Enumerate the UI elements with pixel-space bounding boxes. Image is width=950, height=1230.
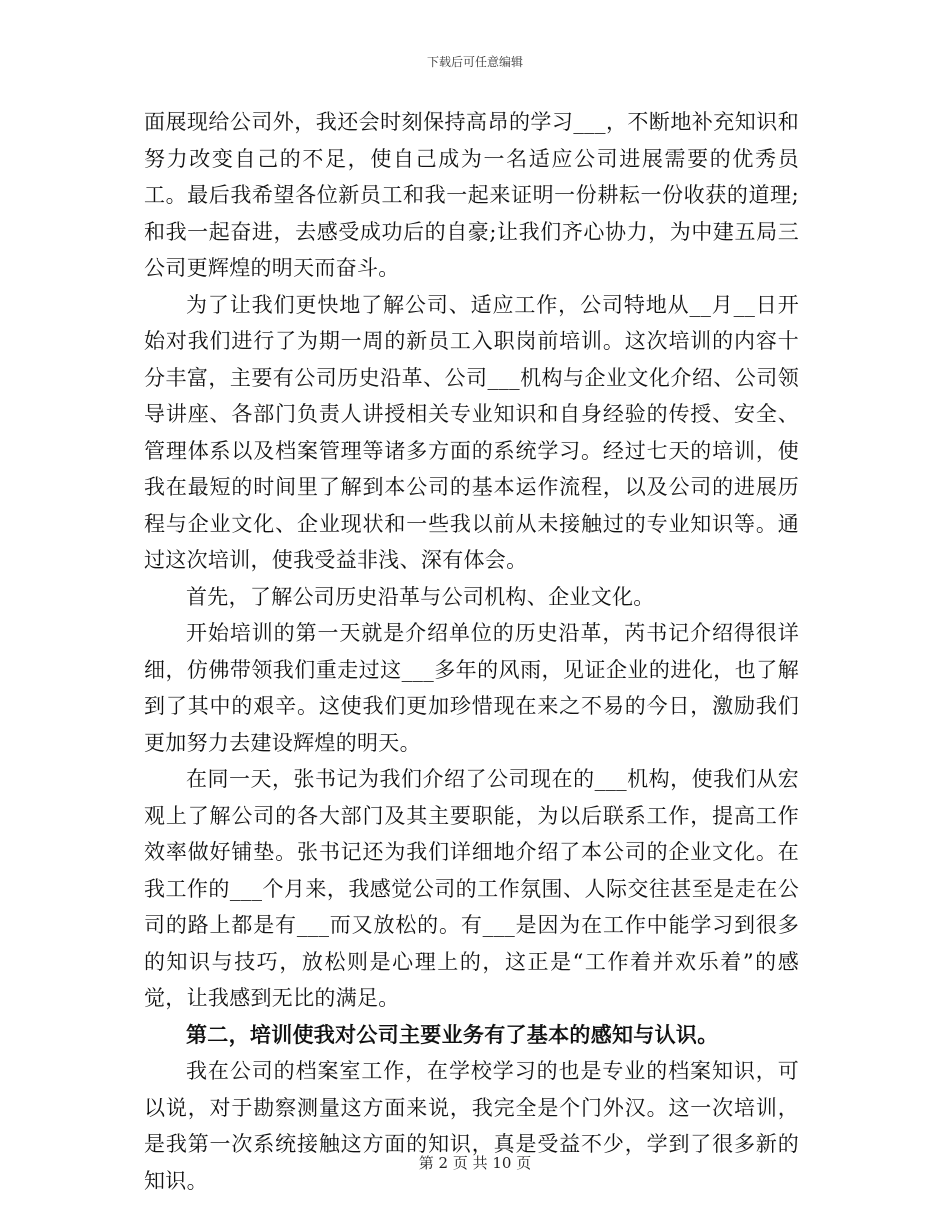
- paragraph-training-intro: 为了让我们更快地了解公司、适应工作，公司特地从__月__日开始对我们进行了为期一周的新员工入职岗前培训。这次培训的内容十分丰富，主要有公司历史沿革、公司___机构与企业文化介绍、公司领导讲座、各部门负责人讲授相关专业知识和自身经验的传授、安全、管理体系以及档案管理等诸多方面的系统学习。经过七天的培训，使我在最短的时间里了解到本公司的基本运作流程，以及公司的进展历程与企业文化、企业现状和一些我以前从未接触过的专业知识等。通过这次培训，使我受益非浅、深有体会。: [144, 292, 799, 572]
- section-heading-second: 第二，培训使我对公司主要业务有了基本的感知与认识。: [186, 1021, 719, 1047]
- page-footer: 第 2 页 共 10 页: [418, 1154, 532, 1172]
- page-header: 下载后可任意编辑: [426, 55, 523, 69]
- paragraph-first-point: 首先，了解公司历史沿革与公司机构、企业文化。: [186, 584, 655, 609]
- paragraph-archive-work: 我在公司的档案室工作，在学校学习的也是专业的档案知识，可以说，对于勘察测量这方面来说，我完全是个门外汉。这一次培训，是我第一次系统接触这方面的知识，真是受益不少，学到了很多新的知识。: [144, 1059, 799, 1193]
- paragraph-continuation: 面展现给公司外，我还会时刻保持高昂的学习___，不断地补充知识和努力改变自己的不足，使自己成为一名适应公司进展需要的优秀员工。最后我希望各位新员工和我一起来证明一份耕耘一份收获的道理;和我一起奋进，去感受成功后的自豪;让我们齐心协力，为中建五局三公司更辉煌的明天而奋斗。: [144, 110, 799, 280]
- document-body: [144, 104, 799, 1199]
- paragraph-history: 开始培训的第一天就是介绍单位的历史沿革，芮书记介绍得很详细，仿佛带领我们重走过这___多年的风雨，见证企业的进化，也了解到了其中的艰辛。这使我们更加珍惜现在来之不易的今日，激励我们更加努力去建设辉煌的明天。: [144, 621, 799, 755]
- paragraph-culture: 在同一天，张书记为我们介绍了公司现在的___机构，使我们从宏观上了解公司的各大部门及其主要职能，为以后联系工作，提高工作效率做好铺垫。张书记还为我们详细地介绍了本公司的企业文化。在我工作的___个月来，我感觉公司的工作氛围、人际交往甚至是走在公司的路上都是有___而又放松的。有___是因为在工作中能学习到很多的知识与技巧，放松则是心理上的，这正是“工作着并欢乐着”的感觉，让我感到无比的满足。: [144, 767, 799, 1010]
